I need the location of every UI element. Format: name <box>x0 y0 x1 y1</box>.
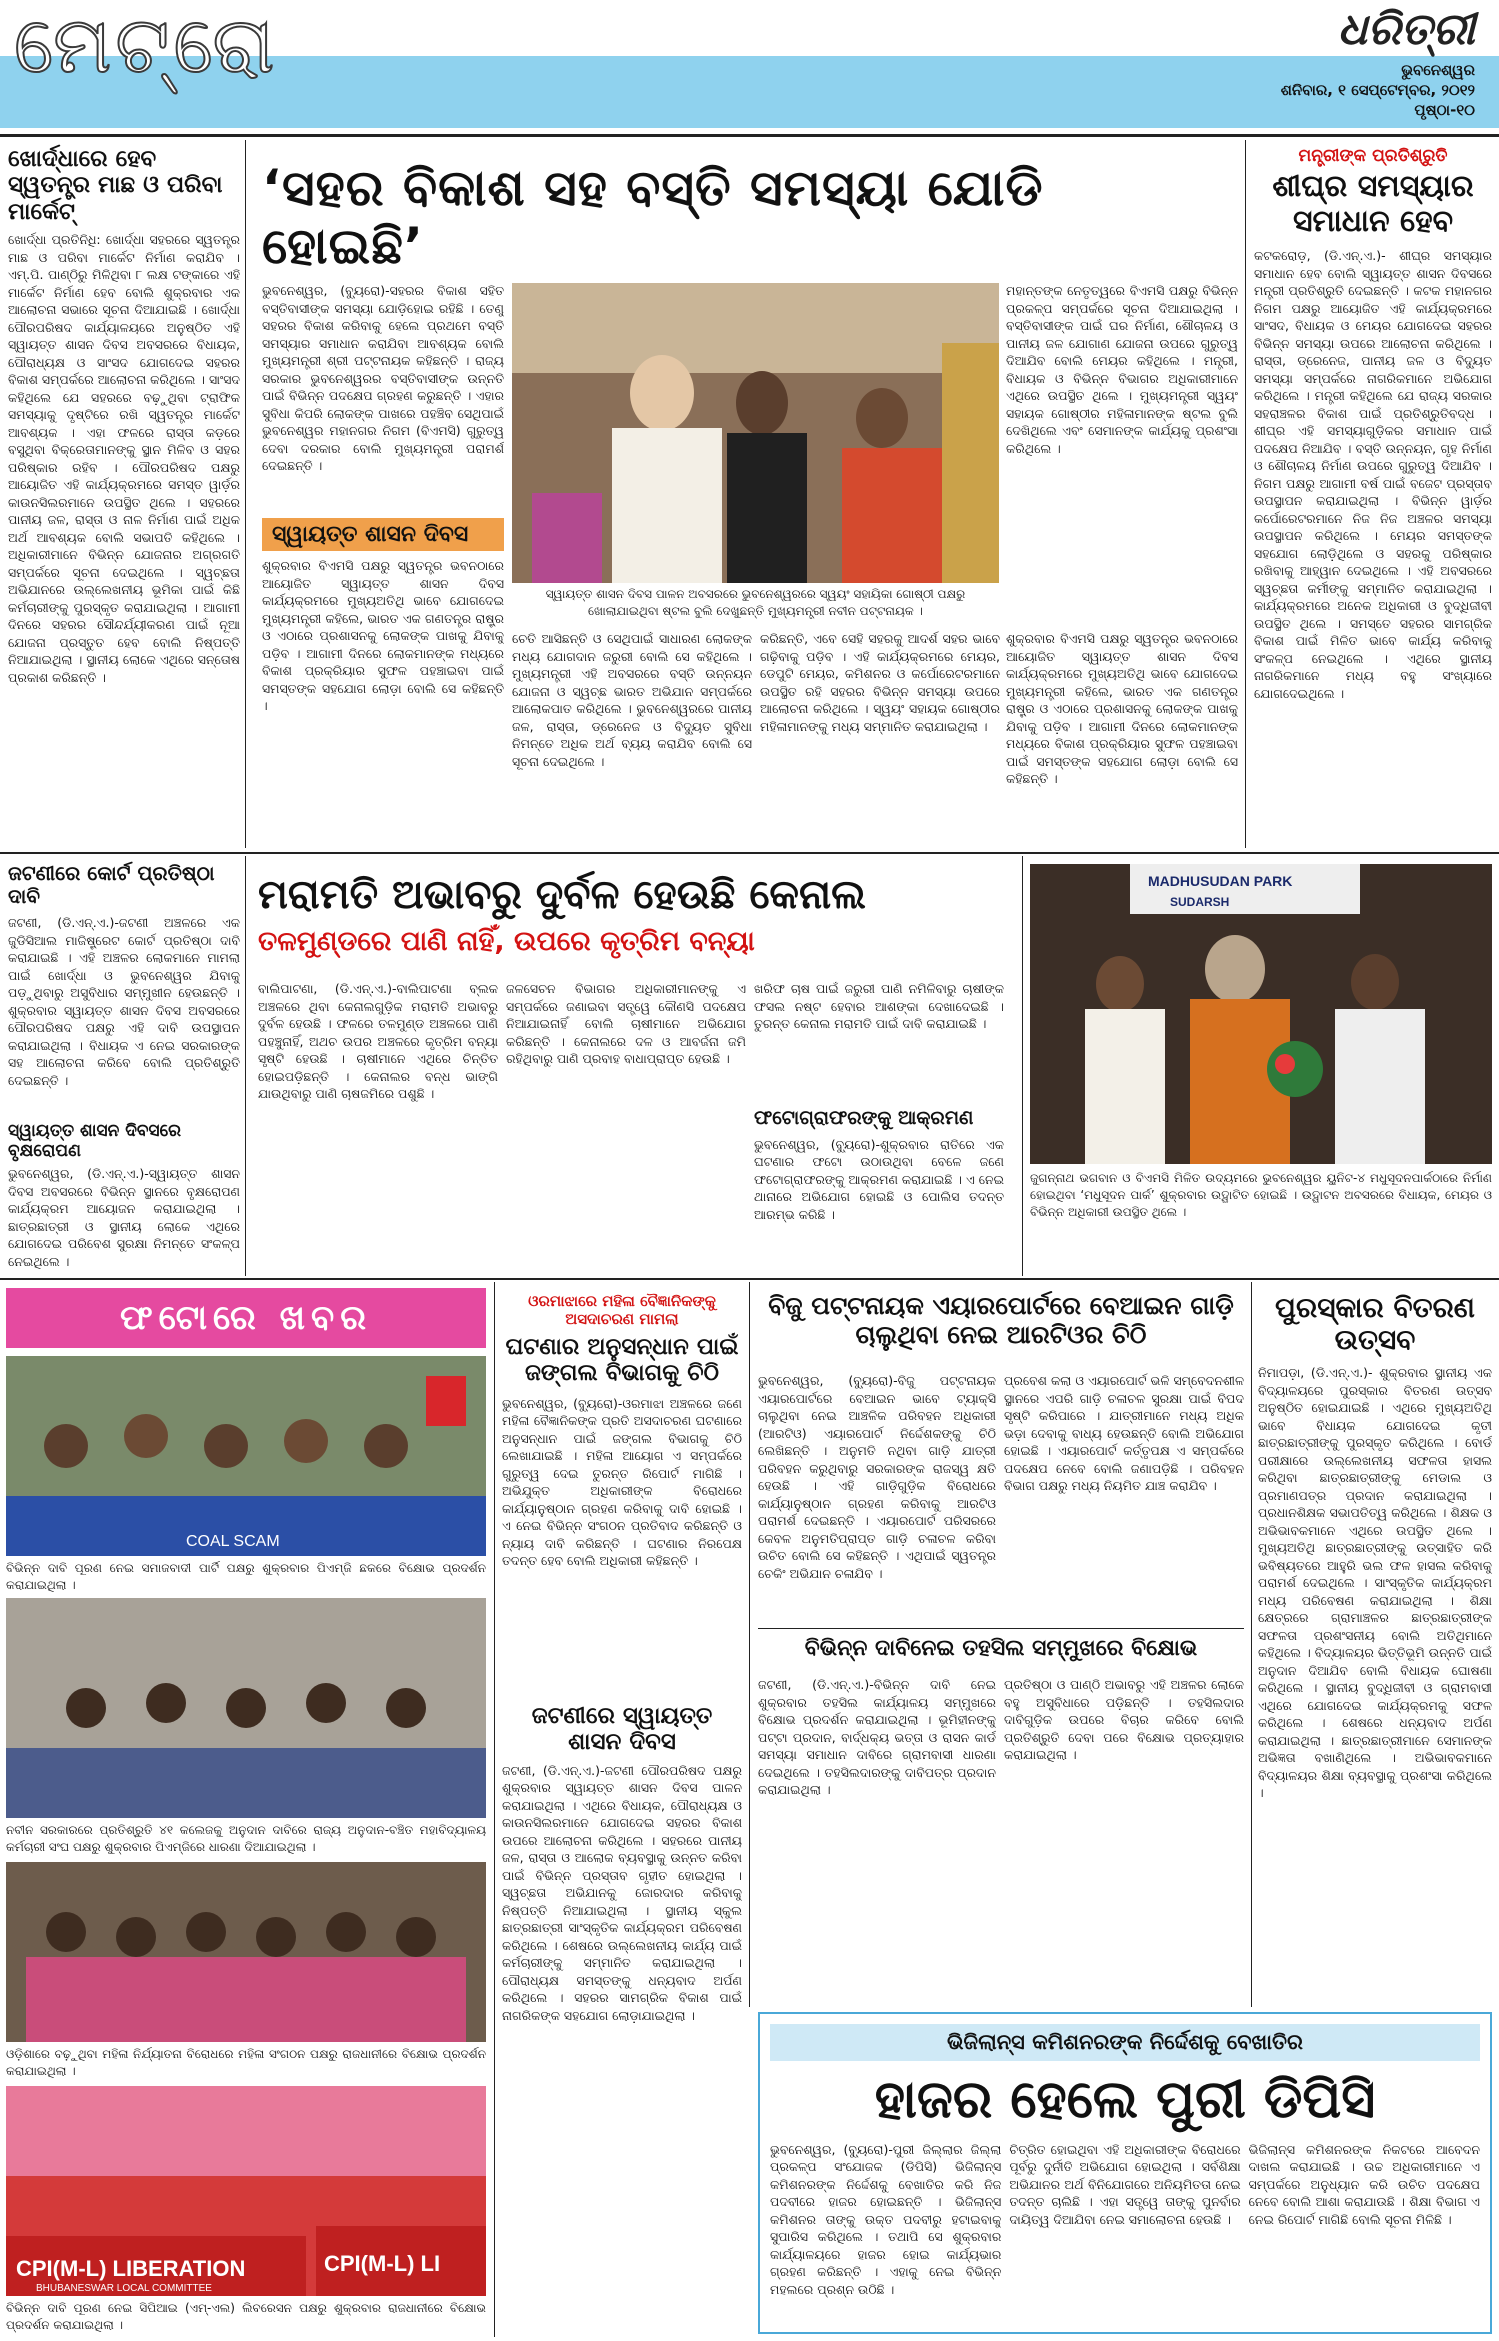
section-rule <box>0 1278 1499 1280</box>
article-minister <box>1254 146 1492 837</box>
section-rule <box>0 852 1499 854</box>
lead-body: ଭୁବନେଶ୍ୱର, (ବ୍ୟୁରୋ)-ସହରର ବିକାଶ ସହିତ ବସ୍ତିବାସୀଙ୍କ ସମସ୍ୟା ଯୋଡ଼ିହୋଇ ରହିଛି । ତେଣୁ ସହରର ବିକାଶ କରିବାକୁ ହେଲେ ପ୍ରଥମେ ବସ୍ତି ସମସ୍ୟାର ସମାଧାନ କରାଯିବା ଆବଶ୍ୟକ ବୋଲି ମୁଖ୍ୟମନ୍ତ୍ରୀ ଶ୍ରୀ ପଟ୍ଟନାୟକ କହିଛନ୍ତି । ରାଜ୍ୟ ସରକାର ଭୁବନେଶ୍ୱରର ବସ୍ତିବାସୀଙ୍କ ଉନ୍ନତି ପାଇଁ ବିଭିନ୍ନ ପଦକ୍ଷେପ ଗ୍ରହଣ କରୁଛନ୍ତି । ଏହାର ସୁବିଧା କିପରି ଲୋକଙ୍କ ପାଖରେ ପହଞ୍ଚିବ ସେଥିପାଇଁ ଭୁବନେଶ୍ୱର ମହାନଗର ନିଗମ (ବିଏମସି) ଗୁରୁତ୍ୱ ଦେବା ଦରକାର ବୋଲି ମୁଖ୍ୟମନ୍ତ୍ରୀ ପରାମର୍ଶ ଦେଇଛନ୍ତି । <box>262 283 504 473</box>
article-khordha <box>8 146 240 871</box>
article-body: ପ୍ରବେଶ କଲା ଓ ଏୟାରପୋର୍ଟ ଭଳି ସମ୍ବେଦନଶୀଳ ସ୍ଥାନରେ ଏପରି ଗାଡ଼ି ଚଳାଚଳ ସୁରକ୍ଷା ପାଇଁ ବିପଦ ସୃଷ୍ଟି କରିପାରେ । ଯାତ୍ରୀମାନେ ମଧ୍ୟ ଅଧିକ ଭଡ଼ା ଦେବାକୁ ବାଧ୍ୟ ହେଉଛନ୍ତି ବୋଲି ଅଭିଯୋଗ ହୋଇଛି । ଏୟାରପୋର୍ଟ କର୍ତ୍ତୃପକ୍ଷ ଏ ସମ୍ପର୍କରେ ପଦକ୍ଷେପ ନେବେ ବୋଲି ଜଣାପଡ଼ିଛି । ପରିବହନ ବିଭାଗ ପକ୍ଷରୁ ମଧ୍ୟ ନିୟମିତ ଯାଞ୍ଚ କରାଯିବ । <box>1004 1373 1244 1493</box>
column-rule <box>1245 140 1246 848</box>
column-rule <box>1022 856 1023 1276</box>
article-body: ଭୁବନେଶ୍ୱର, (ବ୍ୟୁରୋ)-ଶୁକ୍ରବାର ରାତିରେ ଏକ ଘଟଣାର ଫଟୋ ଉଠାଉଥିବା ବେଳେ ଜଣେ ଫଟୋଗ୍ରାଫରଙ୍କୁ ଆକ୍ରମଣ କରାଯାଇଛି । ଏ ନେଇ ଥାନାରେ ଅଭିଯୋଗ ହୋଇଛି ଓ ପୋଲିସ ତଦନ୍ତ ଆରମ୍ଭ କରିଛି । <box>754 1136 1004 1222</box>
section-title: ମେଟ୍ରୋ <box>14 1 279 91</box>
kicker: ଓରମାଝାରେ ମହିଳା ବୈଜ୍ଞାନିକଙ୍କୁ ଅସଦାଚରଣ ମାମଲା <box>528 1292 716 1328</box>
article-body: ଜଳସେଚନ ବିଭାଗର ଅଧିକାରୀମାନଙ୍କୁ ଏ ସମ୍ପର୍କରେ ଜଣାଇବା ସତ୍ତ୍ୱେ କୌଣସି ପଦକ୍ଷେପ ନିଆଯାଇନାହିଁ ବୋଲି ଚାଷୀମାନେ ଅଭିଯୋଗ କରିଛନ୍ତି । କେନାଲରେ ଦଳ ଓ ଆବର୍ଜନା ଜମି ରହିଥିବାରୁ ପାଣି ପ୍ରବାହ ବାଧାପ୍ରାପ୍ତ ହେଉଛି । <box>506 981 746 1066</box>
column-rule <box>1251 1282 1252 2007</box>
article-body: ଖରିଫ ଚାଷ ପାଇଁ ଜରୁରୀ ପାଣି ନମିଳିବାରୁ ଚାଷୀଙ୍କ ଫସଲ ନଷ୍ଟ ହେବାର ଆଶଙ୍କା ଦେଖାଦେଇଛି । ତୁରନ୍ତ କେନାଲ ମରାମତି ପାଇଁ ଦାବି କରାଯାଇଛି । <box>754 981 1004 1031</box>
headline: ଫଟୋଗ୍ରାଫରଙ୍କୁ ଆକ୍ରମଣ <box>754 1107 974 1129</box>
column-rule <box>749 1282 750 2007</box>
photo-news-caption-1: ବିଭିନ୍ନ ଦାବି ପୂରଣ ନେଇ ସମାଜବାଦୀ ପାର୍ଟି ପକ୍ଷରୁ ଶୁକ୍ରବାର ପିଏମ୍‌ଜି ଛକରେ ବିକ୍ଷୋଭ ପ୍ରଦର୍ଶନ କରାଯାଇଥିଲା । <box>6 1561 486 1592</box>
lead-body: ଶୁକ୍ରବାର ବିଏମସି ପକ୍ଷରୁ ସ୍ୱତନ୍ତ୍ର ଭବନଠାରେ ଆୟୋଜିତ ସ୍ୱାୟତ୍ତ ଶାସନ ଦିବସ କାର୍ଯ୍ୟକ୍ରମରେ ମୁଖ୍ୟଅତିଥି ଭାବେ ଯୋଗଦେଇ ମୁଖ୍ୟମନ୍ତ୍ରୀ କହିଲେ, ଭାରତ ଏକ ଗଣତନ୍ତ୍ର ରାଷ୍ଟ୍ର ଓ ଏଠାରେ ପ୍ରଶାସନକୁ ଲୋକଙ୍କ ପାଖକୁ ଯିବାକୁ ପଡ଼ିବ । ଆଗାମୀ ଦିନରେ ଲୋକମାନଙ୍କ ମଧ୍ୟରେ ବିକାଶ ପ୍ରକ୍ରିୟାର ସୁଫଳ ପହଞ୍ଚାଇବା ପାଇଁ ସମସ୍ତଙ୍କ ସହଯୋଗ ଲୋଡ଼ା ବୋଲି ସେ କହିଛନ୍ତି । <box>1006 631 1238 786</box>
dateline-date: ଶନିବାର, ୧ ସେପ୍ଟେମ୍ବର, ୨୦୧୨ <box>1280 81 1475 99</box>
lead-body: ଶୁକ୍ରବାର ବିଏମସି ପକ୍ଷରୁ ସ୍ୱତନ୍ତ୍ର ଭବନଠାରେ ଆୟୋଜିତ ସ୍ୱାୟତ୍ତ ଶାସନ ଦିବସ କାର୍ଯ୍ୟକ୍ରମରେ ମୁଖ୍ୟଅତିଥି ଭାବେ ଯୋଗଦେଇ ମୁଖ୍ୟମନ୍ତ୍ରୀ କହିଲେ, ଭାରତ ଏକ ଗଣତନ୍ତ୍ର ରାଷ୍ଟ୍ର ଓ ଏଠାରେ ପ୍ରଶାସନକୁ ଲୋକଙ୍କ ପାଖକୁ ଯିବାକୁ ପଡ଼ିବ । ଆଗାମୀ ଦିନରେ ଲୋକମାନଙ୍କ ମଧ୍ୟରେ ବିକାଶ ପ୍ରକ୍ରିୟାର ସୁଫଳ ପହଞ୍ଚାଇବା ପାଇଁ ସମସ୍ତଙ୍କ ସହଯୋଗ ଲୋଡ଼ା ବୋଲି ସେ କହିଛନ୍ତି । <box>262 558 504 713</box>
banner-text: COAL SCAM <box>186 1533 280 1550</box>
article-body: ଭିଜିଲାନ୍ସ କମିଶନରଙ୍କ ନିକଟରେ ଆବେଦନ ଦାଖଲ କରାଯାଇଛି । ଉଚ୍ଚ ଅଧିକାରୀମାନେ ଏ ସମ୍ପର୍କରେ ଅନୁଧ୍ୟାନ କରି ଉଚିତ ପଦକ୍ଷେପ ନେବେ ବୋଲି ଆଶା କରାଯାଉଛି । ଶିକ୍ଷା ବିଭାଗ ଏ ନେଇ ରିପୋର୍ଟ ମାଗିଛି ବୋଲି ସୂଚନା ମିଳିଛି । <box>1248 2141 1480 2227</box>
article-airport <box>758 1292 1244 1350</box>
lead-photo-caption: ସ୍ୱାୟତ୍ତ ଶାସନ ଦିବସ ପାଳନ ଅବସରରେ ଭୁବନେଶ୍ୱରରେ ସ୍ୱୟଂ ସହାୟିକା ଗୋଷ୍ଠୀ ପକ୍ଷରୁ ଖୋଲାଯାଇଥିବା ଷ୍ଟଲ ବୁଲି ଦେଖୁଛନ୍ତି ମୁଖ୍ୟମନ୍ତ୍ରୀ ନବୀନ ପଟ୍ଟନାୟକ । <box>545 587 966 618</box>
headline: ବିଜୁ ପଟ୍ଟନାୟକ ଏୟାରପୋର୍ଟରେ ବେଆଇନ ଗାଡ଼ି ଚାଲୁଥିବା ନେଇ ଆରଟିଓର ଚିଠି <box>768 1291 1234 1349</box>
article-body: ଭୁବନେଶ୍ୱର, (ବ୍ୟୁରୋ)-ବିଜୁ ପଟ୍ଟନାୟକ ଏୟାରପୋର୍ଟରେ ବେଆଇନ ଭାବେ ଟ୍ୟାକ୍ସି ଚାଲୁଥିବା ନେଇ ଆଞ୍ଚଳିକ ପରିବହନ ଅଧିକାରୀ (ଆରଟିଓ) ଏୟାରପୋର୍ଟ ନିର୍ଦ୍ଦେଶକଙ୍କୁ ଚିଠି ଲେଖିଛନ୍ତି । ଅନୁମତି ନଥିବା ଗାଡ଼ି ଯାତ୍ରୀ ପରିବହନ କରୁଥିବାରୁ ସରକାରଙ୍କ ରାଜସ୍ୱ କ୍ଷତି ହେଉଛି । ଏହି ଗାଡ଼ିଗୁଡ଼ିକ ବିରୋଧରେ କାର୍ଯ୍ୟାନୁଷ୍ଠାନ ଗ୍ରହଣ କରିବାକୁ ଆରଟିଓ ପରାମର୍ଶ ଦେଇଛନ୍ତି । ଏୟାରପୋର୍ଟ ପରିସରରେ କେବଳ ଅନୁମତିପ୍ରାପ୍ତ ଗାଡ଼ି ଚଳାଚଳ କରିବା ଉଚିତ ବୋଲି ସେ କହିଛନ୍ତି । ଏଥିପାଇଁ ସ୍ୱତନ୍ତ୍ର ଚେକିଂ ଅଭିଯାନ ଚଳାଯିବ । <box>758 1373 996 1581</box>
headline: ଖୋର୍ଦ୍ଧାରେ ହେବ ସ୍ୱତନ୍ତ୍ର ମାଛ ଓ ପରିବା ମାର୍କେଟ୍ <box>8 146 223 225</box>
lead-body: ମହାନ୍ତଙ୍କ ନେତୃତ୍ୱରେ ବିଏମସି ପକ୍ଷରୁ ବିଭିନ୍ନ ପ୍ରକଳ୍ପ ସମ୍ପର୍କରେ ସୂଚନା ଦିଆଯାଇଥିଲା । ବସ୍ତିବାସୀଙ୍କ ପାଇଁ ଘର ନିର୍ମାଣ, ଶୌଚାଳୟ ଓ ପାନୀୟ ଜଳ ଯୋଗାଣ ଯୋଜନା ଉପରେ ଗୁରୁତ୍ୱ ଦିଆଯିବ ବୋଲି ମେୟର କହିଥିଲେ । ମନ୍ତ୍ରୀ, ବିଧାୟକ ଓ ବିଭିନ୍ନ ବିଭାଗର ଅଧିକାରୀମାନେ ଏଥିରେ ଉପସ୍ଥିତ ଥିଲେ । ମୁଖ୍ୟମନ୍ତ୍ରୀ ସ୍ୱୟଂ ସହାୟକ ଗୋଷ୍ଠୀର ମହିଳାମାନଙ୍କ ଷ୍ଟଲ ବୁଲି ଦେଖିଥିଲେ ଏବଂ ସେମାନଙ୍କ କାର୍ଯ୍ୟକୁ ପ୍ରଶଂସା କରିଥିଲେ । <box>1006 283 1238 456</box>
subheadline: ତଳମୁଣ୍ଡରେ ପାଣି ନାହିଁ, ଉପରେ କୃତ୍ରିମ ବନ୍ୟା <box>258 926 755 957</box>
lead-tag: ସ୍ୱାୟତ୍ତ ଶାସନ ଦିବସ <box>262 518 504 551</box>
article-body: ଭୁବନେଶ୍ୱର, (ବ୍ୟୁରୋ)-ପୁରୀ ଜିଲ୍ଲାର ଜିଲ୍ଲା ପ୍ରକଳ୍ପ ସଂଯୋଜକ (ଡିପିସି) ଭିଜିଲାନ୍ସ କମିଶନରଙ୍କ ନିର୍ଦ୍ଦେଶକୁ ବେଖାତିର କରି ନିଜ ପଦବୀରେ ହାଜର ହୋଇଛନ୍ତି । ଭିଜିଲାନ୍ସ କମିଶନର ତାଙ୍କୁ ଉକ୍ତ ପଦବୀରୁ ହଟାଇବାକୁ ସୁପାରିସ କରିଥିଲେ । ତଥାପି ସେ ଶୁକ୍ରବାର କାର୍ଯ୍ୟାଳୟରେ ହାଜର ହୋଇ କାର୍ଯ୍ୟଭାର ଗ୍ରହଣ କରିଛନ୍ତି । ଏହାକୁ ନେଇ ବିଭିନ୍ନ ମହଲରେ ପ୍ରଶ୍ନ ଉଠିଛି । <box>770 2141 1002 2297</box>
lead-col-3 <box>1006 282 1238 622</box>
article-body: କଟକରୋଡ଼, (ଡି.ଏନ୍.ଏ.)- ଶୀଘ୍ର ସମସ୍ୟାର ସମାଧାନ ହେବ ବୋଲି ସ୍ୱାୟତ୍ତ ଶାସନ ଦିବସରେ ମନ୍ତ୍ରୀ ପ୍ରତିଶ୍ରୁତି ଦେଇଛନ୍ତି । କଟକ ମହାନଗର ନିଗମ ପକ୍ଷରୁ ଆୟୋଜିତ ଏହି କାର୍ଯ୍ୟକ୍ରମରେ ସାଂସଦ, ବିଧାୟକ ଓ ମେୟର ଯୋଗଦେଇ ସହରର ବିଭିନ୍ନ ସମସ୍ୟା ଉପରେ ଆଲୋଚନା କରିଥିଲେ । ରାସ୍ତା, ଡ୍ରେନେଜ, ପାନୀୟ ଜଳ ଓ ବିଦ୍ୟୁତ ସମସ୍ୟା ସମ୍ପର୍କରେ ନାଗରିକମାନେ ଅଭିଯୋଗ କରିଥିଲେ । ମନ୍ତ୍ରୀ କହିଥିଲେ ଯେ ରାଜ୍ୟ ସରକାର ସହରାଞ୍ଚଳର ବିକାଶ ପାଇଁ ପ୍ରତିଶ୍ରୁତିବଦ୍ଧ । ଶୀଘ୍ର ଏହି ସମସ୍ୟାଗୁଡ଼ିକର ସମାଧାନ ପାଇଁ ପଦକ୍ଷେପ ନିଆଯିବ । ବସ୍ତି ଉନ୍ନୟନ, ଗୃହ ନିର୍ମାଣ ଓ ଶୌଚାଳୟ ନିର୍ମାଣ ଉପରେ ଗୁରୁତ୍ୱ ଦିଆଯିବ । ନିଗମ ପକ୍ଷରୁ ଆଗାମୀ ବର୍ଷ ପାଇଁ ବଜେଟ ପ୍ରସ୍ତାବ ଉପସ୍ଥାପନ କରାଯାଇଥିଲା । ବିଭିନ୍ନ ୱାର୍ଡ଼ର କର୍ପୋରେଟରମାନେ ନିଜ ନିଜ ଅଞ୍ଚଳର ସମସ୍ୟା ଉପସ୍ଥାପନ କରିଥିଲେ । ମେୟର ସମସ୍ତଙ୍କ ସହଯୋଗ ଲୋଡ଼ିଥିଲେ ଓ ସହରକୁ ପରିଷ୍କାର ରଖିବାକୁ ଆହ୍ୱାନ ଦେଇଥିଲେ । ଏହି ଅବସରରେ ସ୍ୱଚ୍ଛତା କର୍ମୀଙ୍କୁ ସମ୍ମାନିତ କରାଯାଇଥିଲା । କାର୍ଯ୍ୟକ୍ରମରେ ଅନେକ ଅଧିକାରୀ ଓ ବୁଦ୍ଧିଜୀବୀ ଉପସ୍ଥିତ ଥିଲେ । ସମସ୍ତେ ସହରର ସାମଗ୍ରିକ ବିକାଶ ପାଇଁ ମିଳିତ ଭାବେ କାର୍ଯ୍ୟ କରିବାକୁ ସଂକଳ୍ପ ନେଇଥିଲେ । ଏଥିରେ ସ୍ଥାନୀୟ ନାଗରିକମାନେ ମଧ୍ୟ ବହୁ ସଂଖ୍ୟାରେ ଯୋଗଦେଇଥିଲେ । <box>1254 248 1492 701</box>
article-body: ଭୁବନେଶ୍ୱର, (ଡି.ଏନ୍.ଏ.)-ସ୍ୱାୟତ୍ତ ଶାସନ ଦିବସ ଅବସରରେ ବିଭିନ୍ନ ସ୍ଥାନରେ ବୃକ୍ଷରୋପଣ କାର୍ଯ୍ୟକ୍ରମ ଆୟୋଜନ କରାଯାଇଥିଲା । ଛାତ୍ରଛାତ୍ରୀ ଓ ସ୍ଥାନୀୟ ଲୋକେ ଏଥିରେ ଯୋଗଦେଇ ପରିବେଶ ସୁରକ୍ଷା ନିମନ୍ତେ ସଂକଳ୍ପ ନେଇଥିଲେ । <box>8 1166 240 1269</box>
page-number: ପୃଷ୍ଠା-୧୦ <box>1414 101 1475 119</box>
article-columns <box>770 2141 1480 2299</box>
photo-news-caption-4: ବିଭିନ୍ନ ଦାବି ପୂରଣ ନେଇ ସିପିଆଇ (ଏମ୍-ଏଲ) ଲିବରେସନ ପକ୍ଷରୁ ଶୁକ୍ରବାର ରାଜଧାନୀରେ ବିକ୍ଷୋଭ ପ୍ରଦର୍ଶନ କରାଯାଇଥିଲା । <box>6 2301 486 2332</box>
column-rule <box>245 140 246 848</box>
subheadline: ସ୍ୱାୟତ୍ତ ଶାସନ ଦିବସରେ ବୃକ୍ଷରୋପଣ <box>8 1121 181 1161</box>
article-body: ପ୍ରତିଷ୍ଠା ଓ ପାଣ୍ଠି ଅଭାବରୁ ଏହି ଅଞ୍ଚଳର ଲୋକେ ବହୁ ଅସୁବିଧାରେ ପଡ଼ିଛନ୍ତି । ତହସିଲଦାର ଦାବିଗୁଡ଼ିକ ଉପରେ ବିଚାର କରିବେ ବୋଲି ପ୍ରତିଶ୍ରୁତି ଦେବା ପରେ ବିକ୍ଷୋଭ ପ୍ରତ୍ୟାହାର କରାଯାଇଥିଲା । <box>1004 1677 1244 1762</box>
column-rule <box>245 856 246 1276</box>
newspaper-logo: ଧରିତ୍ରୀ <box>1337 4 1475 55</box>
lead-body: ଚେତି ଆସିଛନ୍ତି ଓ ସେଥିପାଇଁ ସାଧାରଣ ଲୋକଙ୍କ ମଧ୍ୟ ଯୋଗଦାନ ଜରୁରୀ ବୋଲି ସେ କହିଥିଲେ । ମୁଖ୍ୟମନ୍ତ୍ରୀ ଏହି ଅବସରରେ ବସ୍ତି ଉନ୍ନୟନ ଯୋଜନା ଓ ସ୍ୱଚ୍ଛ ଭାରତ ଅଭିଯାନ ସମ୍ପର୍କରେ ଆଲୋକପାତ କରିଥିଲେ । ଭୁବନେଶ୍ୱରରେ ପାନୀୟ ଜଳ, ରାସ୍ତା, ଡ୍ରେନେଜ ଓ ବିଦ୍ୟୁତ ସୁବିଧା ନିମନ୍ତେ ଅଧିକ ଅର୍ଥ ବ୍ୟୟ କରାଯିବ ବୋଲି ସେ ସୂଚନା ଦେଇଥିଲେ । <box>512 631 752 769</box>
lead-headline: ‘ସହର ବିକାଶ ସହ ବସ୍ତି ସମସ୍ୟା ଯୋଡି ହୋଇଛି’ <box>262 159 1044 275</box>
photo-news-banner <box>6 1288 486 1348</box>
park-photo <box>1030 864 1492 1164</box>
article-award <box>1258 1292 1492 1964</box>
masthead-rule <box>0 134 1499 137</box>
photo-news-image-1 <box>6 1356 486 1556</box>
headline: ମରାମତି ଅଭାବରୁ ଦୁର୍ବଳ ହେଉଛି କେନାଲ <box>258 872 866 918</box>
headline: ପୁରସ୍କାର ବିତରଣ ଉତ୍ସବ <box>1275 1291 1475 1357</box>
lead-photo-scene <box>512 283 999 583</box>
photo-news-image-2 <box>6 1598 486 1818</box>
headline: ଜଟଣୀରେ କୋର୍ଟ ପ୍ରତିଷ୍ଠା ଦାବି <box>8 861 215 908</box>
article-body: ବାଲିପାଟଣା, (ଡି.ଏନ୍.ଏ.)-ବାଲିପାଟଣା ବ୍ଲକ ଅଞ୍ଚଳରେ ଥିବା କେନାଲଗୁଡ଼ିକ ମରାମତି ଅଭାବରୁ ଦୁର୍ବଳ ହେଉଛି । ଫଳରେ ତଳମୁଣ୍ଡ ଅଞ୍ଚଳରେ ପାଣି ପହଞ୍ଚୁନାହିଁ, ଅଥଚ ଉପର ଅଞ୍ଚଳରେ କୃତ୍ରିମ ବନ୍ୟା ସୃଷ୍ଟି ହେଉଛି । ଚାଷୀମାନେ ଏଥିରେ ଚିନ୍ତିତ ହୋଇପଡ଼ିଛନ୍ତି । କେନାଲର ବନ୍ଧ ଭାଙ୍ଗି ଯାଉଥିବାରୁ ପାଣି ଚାଷଜମିରେ ପଶୁଛି । <box>258 981 498 1101</box>
headline: ହାଜର ହେଲେ ପୁରୀ ଡିପିସି <box>874 2070 1376 2130</box>
photo-news-scene-2 <box>6 1598 486 1818</box>
photo-news-caption-2: ନବୀନ ସରକାରରେ ପ୍ରତିଶ୍ରୁତି ୪୧ କଲେଜକୁ ଅନୁଦାନ ଦାବିରେ ରାଜ୍ୟ ଅନୁଦାନ-ବଞ୍ଚିତ ମହାବିଦ୍ୟାଳୟ କର୍ମଚାରୀ ସଂଘ ପକ୍ଷରୁ ଶୁକ୍ରବାର ପିଏମ୍‌ଜିରେ ଧାରଣା ଦିଆଯାଇଥିଲା । <box>6 1823 486 1854</box>
photo-news-scene-4 <box>6 2086 486 2296</box>
banner-subtext: BHUBANESWAR LOCAL COMMITTEE <box>36 2283 212 2294</box>
article-body: ନିମାପଡ଼ା, (ଡି.ଏନ୍.ଏ.)- ଶୁକ୍ରବାର ସ୍ଥାନୀୟ ଏକ ବିଦ୍ୟାଳୟରେ ପୁରସ୍କାର ବିତରଣ ଉତ୍ସବ ଅନୁଷ୍ଠିତ ହୋଇଯାଇଛି । ଏଥିରେ ମୁଖ୍ୟଅତିଥି ଭାବେ ବିଧାୟକ ଯୋଗଦେଇ କୃତୀ ଛାତ୍ରଛାତ୍ରୀଙ୍କୁ ପୁରସ୍କୃତ କରିଥିଲେ । ବୋର୍ଡ ପରୀକ୍ଷାରେ ଉଲ୍ଲେଖନୀୟ ସଫଳତା ହାସଲ କରିଥିବା ଛାତ୍ରଛାତ୍ରୀଙ୍କୁ ମେଡାଲ ଓ ପ୍ରମାଣପତ୍ର ପ୍ରଦାନ କରାଯାଇଥିଲା । ପ୍ରଧାନଶିକ୍ଷକ ସଭାପତିତ୍ୱ କରିଥିଲେ । ଶିକ୍ଷକ ଓ ଅଭିଭାବକମାନେ ଏଥିରେ ଉପସ୍ଥିତ ଥିଲେ । ମୁଖ୍ୟଅତିଥି ଛାତ୍ରଛାତ୍ରୀଙ୍କୁ ଉତ୍ସାହିତ କରି ଭବିଷ୍ୟତରେ ଆହୁରି ଭଲ ଫଳ ହାସଲ କରିବାକୁ ପରାମର୍ଶ ଦେଇଥିଲେ । ସାଂସ୍କୃତିକ କାର୍ଯ୍ୟକ୍ରମ ମଧ୍ୟ ପରିବେଷଣ କରାଯାଇଥିଲା । ଶିକ୍ଷା କ୍ଷେତ୍ରରେ ଗ୍ରାମାଞ୍ଚଳର ଛାତ୍ରଛାତ୍ରୀଙ୍କ ସଫଳତା ପ୍ରଶଂସନୀୟ ବୋଲି ଅତିଥିମାନେ କହିଥିଲେ । ବିଦ୍ୟାଳୟର ଭିତ୍ତିଭୂମି ଉନ୍ନତି ପାଇଁ ଅନୁଦାନ ଦିଆଯିବ ବୋଲି ବିଧାୟକ ଘୋଷଣା କରିଥିଲେ । ସ୍ଥାନୀୟ ବୁଦ୍ଧିଜୀବୀ ଓ ଗ୍ରାମବାସୀ ଏଥିରେ ଯୋଗଦେଇ କାର୍ଯ୍ୟକ୍ରମକୁ ସଫଳ କରିଥିଲେ । ଶେଷରେ ଧନ୍ୟବାଦ ଅର୍ପଣ କରାଯାଇଥିଲା । ଛାତ୍ରଛାତ୍ରୀମାନେ ସେମାନଙ୍କ ଅଭିଜ୍ଞତା ବଖାଣିଥିଲେ । ଅଭିଭାବକମାନେ ବିଦ୍ୟାଳୟର ଶିକ୍ଷା ବ୍ୟବସ୍ଥାକୁ ପ୍ରଶଂସା କରିଥିଲେ । <box>1258 1365 1492 1801</box>
kicker: ଭିଜିଲାନ୍ସ କମିଶନରଙ୍କ ନିର୍ଦ୍ଦେଶକୁ ବେଖାତିର <box>770 2024 1480 2061</box>
article-body: ଖୋର୍ଦ୍ଧା ପ୍ରତିନିଧି: ଖୋର୍ଦ୍ଧା ସହରରେ ସ୍ୱତନ୍ତ୍ର ମାଛ ଓ ପରିବା ମାର୍କେଟ ନିର୍ମାଣ କରାଯିବ । ଏମ୍.ପି. ପାଣ୍ଠିରୁ ମିଳିଥିବା ୮ ଲକ୍ଷ ଟଙ୍କାରେ ଏହି ମାର୍କେଟ ନିର୍ମାଣ ହେବ ବୋଲି ଶୁକ୍ରବାର ଏକ ଆଲୋଚନା ସଭାରେ ସୂଚନା ଦିଆଯାଇଛି । ଖୋର୍ଦ୍ଧା ପୌରପରିଷଦ କାର୍ଯ୍ୟାଳୟରେ ଅନୁଷ୍ଠିତ ଏହି ସ୍ୱାୟତ୍ତ ଶାସନ ଦିବସ ଅବସରରେ ବିଧାୟକ, ପୌରାଧ୍ୟକ୍ଷ ଓ ସାଂସଦ ଯୋଗଦେଇ ସହରର ବିକାଶ ସମ୍ପର୍କରେ ଆଲୋଚନା କରିଥିଲେ । ସାଂସଦ କହିଥିଲେ ଯେ ସହରରେ ବଢ଼ୁଥିବା ଟ୍ରାଫିକ ସମସ୍ୟାକୁ ଦୃଷ୍ଟିରେ ରଖି ସ୍ୱତନ୍ତ୍ର ମାର୍କେଟ ଆବଶ୍ୟକ । ଏହା ଫଳରେ ରାସ୍ତା କଡ଼ରେ ବସୁଥିବା ବିକ୍ରେତାମାନଙ୍କୁ ସ୍ଥାନ ମିଳିବ ଓ ସହର ପରିଷ୍କାର ରହିବ । ପୌରପରିଷଦ ପକ୍ଷରୁ ଆୟୋଜିତ ଏହି କାର୍ଯ୍ୟକ୍ରମରେ ସମସ୍ତ ୱାର୍ଡ଼ର କାଉନସିଲରମାନେ ଉପସ୍ଥିତ ଥିଲେ । ସହରରେ ପାନୀୟ ଜଳ, ରାସ୍ତା ଓ ନାଳ ନିର୍ମାଣ ପାଇଁ ଅଧିକ ଅର୍ଥ ଆବଶ୍ୟକ ବୋଲି ସଭାପତି କହିଥିଲେ । ଅଧିକାରୀମାନେ ବିଭିନ୍ନ ଯୋଜନାର ଅଗ୍ରଗତି ସମ୍ପର୍କରେ ସୂଚନା ଦେଇଥିଲେ । ସ୍ୱଚ୍ଛତା ଅଭିଯାନରେ ଉଲ୍ଲେଖନୀୟ ଭୂମିକା ପାଇଁ କିଛି କର୍ମଚାରୀଙ୍କୁ ପୁରସ୍କୃତ କରାଯାଇଥିଲା । ଆଗାମୀ ଦିନରେ ସହରର ସୌନ୍ଦର୍ଯ୍ୟୀକରଣ ପାଇଁ ନୂଆ ଯୋଜନା ପ୍ରସ୍ତୁତ ହେବ ବୋଲି ନିଷ୍ପତ୍ତି ନିଆଯାଇଥିଲା । ସ୍ଥାନୀୟ ଲୋକେ ଏଥିରେ ସନ୍ତୋଷ ପ୍ରକାଶ କରିଛନ୍ତି । <box>8 232 240 685</box>
park-sign-text: MADHUSUDAN PARK <box>1148 873 1293 889</box>
article-body: ଜଟଣୀ, (ଡି.ଏନ୍.ଏ.)-ବିଭିନ୍ନ ଦାବି ନେଇ ଶୁକ୍ରବାର ତହସିଲ କାର୍ଯ୍ୟାଳୟ ସମ୍ମୁଖରେ ବିକ୍ଷୋଭ ପ୍ରଦର୍ଶନ କରାଯାଇଥିଲା । ଭୂମିହୀନଙ୍କୁ ପଟ୍ଟା ପ୍ରଦାନ, ବାର୍ଦ୍ଧକ୍ୟ ଭତ୍ତା ଓ ରାସନ କାର୍ଡ ସମସ୍ୟା ସମାଧାନ ଦାବିରେ ଗ୍ରାମବାସୀ ଧାରଣା ଦେଇଥିଲେ । ତହସିଲଦାରଙ୍କୁ ଦାବିପତ୍ର ପ୍ରଦାନ କରାଯାଇଥିଲା । <box>758 1677 996 1797</box>
banner-text: CPI(M-L) LIBERATION <box>16 2256 246 2281</box>
banner-text-2: CPI(M-L) LI <box>324 2251 441 2276</box>
lead-col-1 <box>262 282 504 733</box>
photo-news-image-3 <box>6 1862 486 2042</box>
headline: ଶୀଘ୍ର ସମସ୍ୟାର ସମାଧାନ ହେବ <box>1272 169 1474 239</box>
dateline <box>1281 60 1475 120</box>
photo-news-caption-3: ଓଡ଼ିଶାରେ ବଢ଼ୁଥିବା ମହିଳା ନିର୍ଯ୍ୟାତନା ବିରୋଧରେ ମହିଳା ସଂଗଠନ ପକ୍ଷରୁ ରାଜଧାନୀରେ ବିକ୍ଷୋଭ ପ୍ରଦର୍ଶନ କରାଯାଇଥିଲା । <box>6 2047 486 2078</box>
article-photographer-attack <box>754 1108 1004 1266</box>
article-dpc-box <box>758 2012 1492 2334</box>
kicker: ମନ୍ତ୍ରୀଙ୍କ ପ୍ରତିଶ୍ରୁତି <box>1298 146 1448 166</box>
article-body: ଚିତ୍ରିତ ହୋଇଥିବା ଏହି ଅଧିକାରୀଙ୍କ ବିରୋଧରେ ପୂର୍ବରୁ ଦୁର୍ନୀତି ଅଭିଯୋଗ ହୋଇଥିଲା । ସର୍ବଶିକ୍ଷା ଅଭିଯାନର ଅର୍ଥ ବିନିଯୋଗରେ ଅନିୟମିତତା ନେଇ ତଦନ୍ତ ଚାଲିଛି । ଏହା ସତ୍ତ୍ୱେ ତାଙ୍କୁ ପୁନର୍ବାର ଦାୟିତ୍ୱ ଦିଆଯିବା ନେଇ ସମାଲୋଚନା ହେଉଛି । <box>1009 2141 1241 2227</box>
photo-news-image-4 <box>6 2086 486 2296</box>
tehsil-headline: ବିଭିନ୍ନ ଦାବିନେଇ ତହସିଲ ସମ୍ମୁଖରେ ବିକ୍ଷୋଭ <box>804 1636 1198 1661</box>
park-photo-caption: ଜୁଗନ୍ନାଥ ଭଗବାନ ଓ ବିଏମସି ମିଳିତ ଉଦ୍ୟମରେ ଭୁବନେଶ୍ୱର ୟୁନିଟ-୪ ମଧୁସୂଦନପାର୍କଠାରେ ନିର୍ମାଣ ହୋଇଥିବା ‘ମଧୁସୂଦନ ପାର୍କ’ ଶୁକ୍ରବାର ଉଦ୍ଘାଟିତ ହୋଇଛି । ଉଦ୍ଘାଟନ ଅବସରରେ ବିଧାୟକ, ମେୟର ଓ ବିଭିନ୍ନ ଅଧିକାରୀ ଉପସ୍ଥିତ ଥିଲେ । <box>1030 1171 1492 1219</box>
masthead <box>0 0 1499 128</box>
article-body: ଭୁବନେଶ୍ୱର, (ବ୍ୟୁରୋ)-ଓରମାଝା ଅଞ୍ଚଳରେ ଜଣେ ମହିଳା ବୈଜ୍ଞାନିକଙ୍କ ପ୍ରତି ଅସଦାଚରଣ ଘଟଣାରେ ଅନୁସନ୍ଧାନ ପାଇଁ ଜଙ୍ଗଲ ବିଭାଗକୁ ଚିଠି ଲେଖାଯାଇଛି । ମହିଳା ଆୟୋଗ ଏ ସମ୍ପର୍କରେ ଗୁରୁତ୍ୱ ଦେଇ ତୁରନ୍ତ ରିପୋର୍ଟ ମାଗିଛି । ଅଭିଯୁକ୍ତ ଅଧିକାରୀଙ୍କ ବିରୋଧରେ କାର୍ଯ୍ୟାନୁଷ୍ଠାନ ଗ୍ରହଣ କରିବାକୁ ଦାବି ହୋଇଛି । ଏ ନେଇ ବିଭିନ୍ନ ସଂଗଠନ ପ୍ରତିବାଦ କରିଛନ୍ତି ଓ ନ୍ୟାୟ ଦାବି କରିଛନ୍ତି । ଘଟଣାର ନିରପେକ୍ଷ ତଦନ୍ତ ହେବ ବୋଲି ଅଧିକାରୀ କହିଛନ୍ତି । <box>502 1395 742 1569</box>
headline: ଘଟଣାର ଅନୁସନ୍ଧାନ ପାଇଁ ଜଙ୍ଗଲ ବିଭାଗକୁ ଚିଠି <box>505 1334 739 1387</box>
article-rule <box>758 1628 1244 1629</box>
photo-news-title: ଫଟୋରେ ଖବର <box>119 1298 373 1338</box>
dateline-city: ଭୁବନେଶ୍ୱର <box>1401 61 1475 79</box>
lead-body: କରିଛନ୍ତି, ଏବେ ସେହି ସହରକୁ ଆଦର୍ଶ ସହର ଭାବେ ଗଢ଼ିବାକୁ ପଡ଼ିବ । ଏହି କାର୍ଯ୍ୟକ୍ରମରେ ମେୟର, ଡେପୁଟି ମେୟର, କମିଶନର ଓ କର୍ପୋରେଟରମାନେ ଉପସ୍ଥିତ ରହି ସହରର ବିଭିନ୍ନ ସମସ୍ୟା ଉପରେ ଆଲୋଚନା କରିଥିଲେ । ସ୍ୱୟଂ ସହାୟକ ଗୋଷ୍ଠୀର ମହିଳାମାନଙ୍କୁ ମଧ୍ୟ ସମ୍ମାନିତ କରାଯାଇଥିଲା । <box>760 631 1000 734</box>
photo-news-scene-3 <box>6 1862 486 2042</box>
article-forest <box>502 1292 742 2282</box>
subheadline: ଜଟଣୀରେ ସ୍ୱାୟତ୍ତ ଶାସନ ଦିବସ <box>531 1702 713 1756</box>
article-jatni-court <box>8 862 240 1335</box>
article-canal <box>258 872 1018 957</box>
article-body: ଜଟଣୀ, (ଡି.ଏନ୍.ଏ.)-ଜଟଣୀ ଅଞ୍ଚଳରେ ଏକ ଜୁଡିସିଆଲ ମାଜିଷ୍ଟ୍ରେଟ କୋର୍ଟ ପ୍ରତିଷ୍ଠା ଦାବି କରାଯାଇଛି । ଏହି ଅଞ୍ଚଳର ଲୋକମାନେ ମାମଲା ପାଇଁ ଖୋର୍ଦ୍ଧା ଓ ଭୁବନେଶ୍ୱର ଯିବାକୁ ପଡ଼ୁଥିବାରୁ ଅସୁବିଧାର ସମ୍ମୁଖୀନ ହେଉଛନ୍ତି । ଶୁକ୍ରବାର ସ୍ୱାୟତ୍ତ ଶାସନ ଦିବସ ଅବସରରେ ପୌରପରିଷଦ ପକ୍ଷରୁ ଏହି ଦାବି ଉପସ୍ଥାପନ କରାଯାଇଥିଲା । ବିଧାୟକ ଏ ନେଇ ସରକାରଙ୍କ ସହ ଆଲୋଚନା କରିବେ ବୋଲି ପ୍ରତିଶ୍ରୁତି ଦେଇଛନ୍ତି । <box>8 915 240 1088</box>
column-rule <box>494 1282 495 2337</box>
lead-photo <box>512 283 999 583</box>
article-body: ଜଟଣୀ, (ଡି.ଏନ୍.ଏ.)-ଜଟଣୀ ପୌରପରିଷଦ ପକ୍ଷରୁ ଶୁକ୍ରବାର ସ୍ୱାୟତ୍ତ ଶାସନ ଦିବସ ପାଳନ କରାଯାଇଥିଲା । ଏଥିରେ ବିଧାୟକ, ପୌରାଧ୍ୟକ୍ଷ ଓ କାଉନସିଲରମାନେ ଯୋଗଦେଇ ସହରର ବିକାଶ ଉପରେ ଆଲୋଚନା କରିଥିଲେ । ସହରରେ ପାନୀୟ ଜଳ, ରାସ୍ତା ଓ ଆଲୋକ ବ୍ୟବସ୍ଥାକୁ ଉନ୍ନତ କରିବା ପାଇଁ ବିଭିନ୍ନ ପ୍ରସ୍ତାବ ଗୃହୀତ ହୋଇଥିଲା । ସ୍ୱଚ୍ଛତା ଅଭିଯାନକୁ ଜୋରଦାର କରିବାକୁ ନିଷ୍ପତ୍ତି ନିଆଯାଇଥିଲା । ସ୍ଥାନୀୟ ସ୍କୁଲ ଛାତ୍ରଛାତ୍ରୀ ସାଂସ୍କୃତିକ କାର୍ଯ୍ୟକ୍ରମ ପରିବେଷଣ କରିଥିଲେ । ଶେଷରେ ଉଲ୍ଲେଖନୀୟ କାର୍ଯ୍ୟ ପାଇଁ କର୍ମଚାରୀଙ୍କୁ ସମ୍ମାନିତ କରାଯାଇଥିଲା । ପୌରାଧ୍ୟକ୍ଷ ସମସ୍ତଙ୍କୁ ଧନ୍ୟବାଦ ଅର୍ପଣ କରିଥିଲେ । ସହରର ସାମଗ୍ରିକ ବିକାଶ ପାଇଁ ନାଗରିକଙ୍କ ସହଯୋଗ ଲୋଡ଼ାଯାଇଥିଲା । <box>502 1762 742 2023</box>
photo-news-scene-1 <box>6 1356 486 1556</box>
park-photo-scene <box>1030 864 1492 1164</box>
park-sign-text-2: SUDARSH <box>1170 895 1230 909</box>
